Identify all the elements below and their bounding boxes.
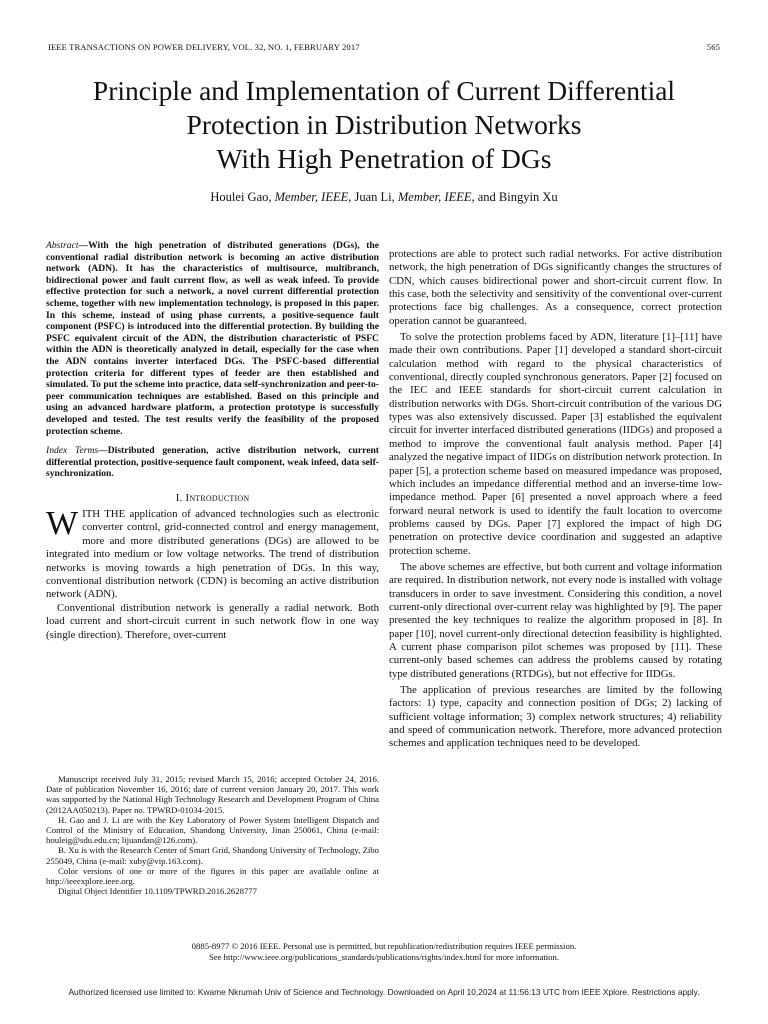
left-column [46, 240, 379, 642]
right-paragraph-1: protections are able to protect such radial networks. For active distribution network, the high penetration of DGs significantly changes the structures of CDN, which causes bidirectional power and short-circuit current flow. In this case, both the selectivity and sensitivity of the conventional over-current protections face big challenges. As a consequence, correct protection operation cannot be guaranteed. [389, 248, 722, 327]
footnote-color-versions: Color versions of one or more of the figures in this paper are available online at http://ieeexplore.ieee.org. [46, 865, 379, 887]
footnote-doi: Digital Object Identifier 10.1109/TPWRD.2016.2628777 [58, 886, 257, 897]
journal-name: IEEE TRANSACTIONS ON POWER DELIVERY, VOL. 32, NO. 1, FEBRUARY 2017 [48, 42, 360, 52]
title-line-3: With High Penetration of DGs [216, 143, 552, 174]
intro-lead-words: ITH THE [82, 507, 126, 520]
title-line-1: Principle and Implementation of Current Differential [92, 75, 676, 106]
running-head [48, 42, 720, 56]
section-title: Introduction [185, 491, 250, 504]
author-2: Juan Li, [354, 190, 395, 204]
author-1: Houlei Gao, [210, 190, 272, 204]
right-paragraph-2: To solve the protection problems faced by ADN, literature [1]–[11] have made their own contributions. Paper [1] developed a standard short-circuit calculation method with regard to the physical characteristics of conventional, directly coupled synchronous generators. Paper [2] focused on the IEC and IEEE standards for short-circuit current calculation in distribution networks with DGs. Short-circuit contribution of the various DG types was also extensively discussed. Paper [3] established the equivalent circuit for inverter interfaced distributed generations (IIDGs) and proposed a method to improve the conventional fault analysis method. Paper [4] analyzed the negative impact of IIDGs on distribution network protection. In paper [5], a protection scheme based on measured impedance was proposed, which includes an impedance differential method and an inverse-time low-impedance method. Paper [6] presented a novel approach where a feed forward neural network is used to identify the fault location to overcome problems caused by DGs. Paper [7] explored the impact of high DG penetration on protective device coordination and suggested an adaptive protection scheme. [389, 331, 722, 557]
right-paragraph-3: The above schemes are effective, but both current and voltage information are required. In distribution network, not every node is installed with voltage transducers in order to save investment. Considering this condition, a novel current-only directional over-current relay was highlighted by [9]. The paper presented the key techniques to realize the algorithm proposed in [8]. In paper [10], novel current-only directional detection feasibility is highlighted. A current phase comparison pilot schemes was proposed by [11]. These current-only based schemes can address the problems caused by rotating type distributed generations (RTDGs), but not effective for IIDGs. [389, 560, 722, 680]
title-line-2: Protection in Distribution Networks [186, 109, 582, 140]
author-3: and Bingyin Xu [477, 190, 558, 204]
section-heading-introduction [46, 492, 379, 504]
footnote-manuscript: Manuscript received July 31, 2015; revised March 15, 2016; accepted October 24, 2016. Date of publication November 16, 2016; date of current version January 20, 2017. This work was supported by the National High Technology Research and Development Program of China (2012AA050213). Paper no. TPWRD-01034-2015. [46, 774, 379, 815]
author-line [40, 190, 728, 205]
abstract-lead: Abstract [46, 240, 79, 251]
paper-title [40, 74, 728, 176]
copyright-line-2: See http://www.ieee.org/publications_standards/publications/rights/index.html for more information. [208, 952, 560, 962]
right-column [389, 248, 722, 751]
intro-paragraph-1-text: application of advanced technologies such as electronic converter control, grid-connected control and energy management, more and more distributed generations (DGs) are allowed to be integrated into medium or low voltage networks. The trend of distribution networks is moving towards a high penetration of DGs. In this way, conventional distribution network (CDN) is becoming an active distribution network (ADN). [46, 507, 379, 601]
page-number: 565 [706, 42, 720, 52]
authorized-use-notice: Authorized licensed use limited to: Kwame Nkrumah Univ of Science and Technology. Downloaded on April 10,2024 at 11:56:13 UTC from IEEE Xplore. Restrictions apply. [68, 987, 700, 997]
abstract [46, 240, 379, 437]
abstract-text: —With the high penetration of distributed generations (DGs), the conventional radial distribution network is becoming an active distribution network (ADN). It has the characteristics of multisource, multibranch, bidirectional power and fault current flow, as well as weak infeed. To provide effective protection for such a network, a novel current differential protection scheme, together with new implementation technology, is proposed in this paper. In this scheme, instead of using phase currents, a positive-sequence fault component (PSFC) is introduced into the differential protection. By building the PSFC equivalent circuit of the ADN, the distribution characteristic of PSFC within the ADN is theoretically analyzed in detail, especially for the case when the ADN contains inverter interfaced DGs. The PSFC-based differential protection criteria for different types of feeder are then established and simulated. To put the scheme into practice, data self-synchronization and peer-to-peer communication techniques are established. Based on this principle and using an advanced hardware platform, a protection prototype is successfully developed and tested. The test results verify the feasibility of the proposed protection scheme. [46, 240, 379, 437]
author-1-role: Member, IEEE, [274, 190, 352, 204]
section-numeral: I. [175, 491, 183, 504]
footnote-affiliation-2: B. Xu is with the Research Center of Smart Grid, Shandong University of Technology, Zibo 255049, China (e-mail: xuby@vip.163.com). [46, 845, 379, 866]
index-terms-text: —Distributed generation, active distribution network, current differential protection, positive-sequence fault component, weak infeed, data self-synchronization. [46, 445, 379, 480]
drop-cap: W [46, 504, 79, 542]
footnotes [46, 774, 379, 896]
copyright-line-1: 0885-8977 © 2016 IEEE. Personal use is permitted, but republication/redistribution requires IEEE permission. [191, 941, 577, 951]
right-paragraph-4: The application of previous researches are limited by the following factors: 1) type, capacity and connection position of DGs; 2) lacking of sufficient voltage information; 3) complex network structures; 4) reliability and speed of communication network. Therefore, more advanced protection schemes and application techniques need to be developed. [389, 684, 722, 750]
author-2-role: Member, IEEE, [397, 190, 475, 204]
intro-paragraph-1 [46, 504, 379, 602]
index-terms [46, 445, 379, 480]
copyright-notice [60, 941, 708, 963]
index-terms-lead: Index Terms [46, 445, 99, 457]
intro-paragraph-2: Conventional distribution network is generally a radial network. Both load current and short-circuit current in such network flow in one way (single direction). Therefore, over-current [46, 601, 379, 641]
footnote-affiliation-1: H. Gao and J. Li are with the Key Laboratory of Power System Intelligent Dispatch and Control of the Ministry of Education, Shandong University, Jinan 250061, China (e-mail: houleig@sdu.edu.cn; lijuandan@126.com). [46, 814, 379, 846]
